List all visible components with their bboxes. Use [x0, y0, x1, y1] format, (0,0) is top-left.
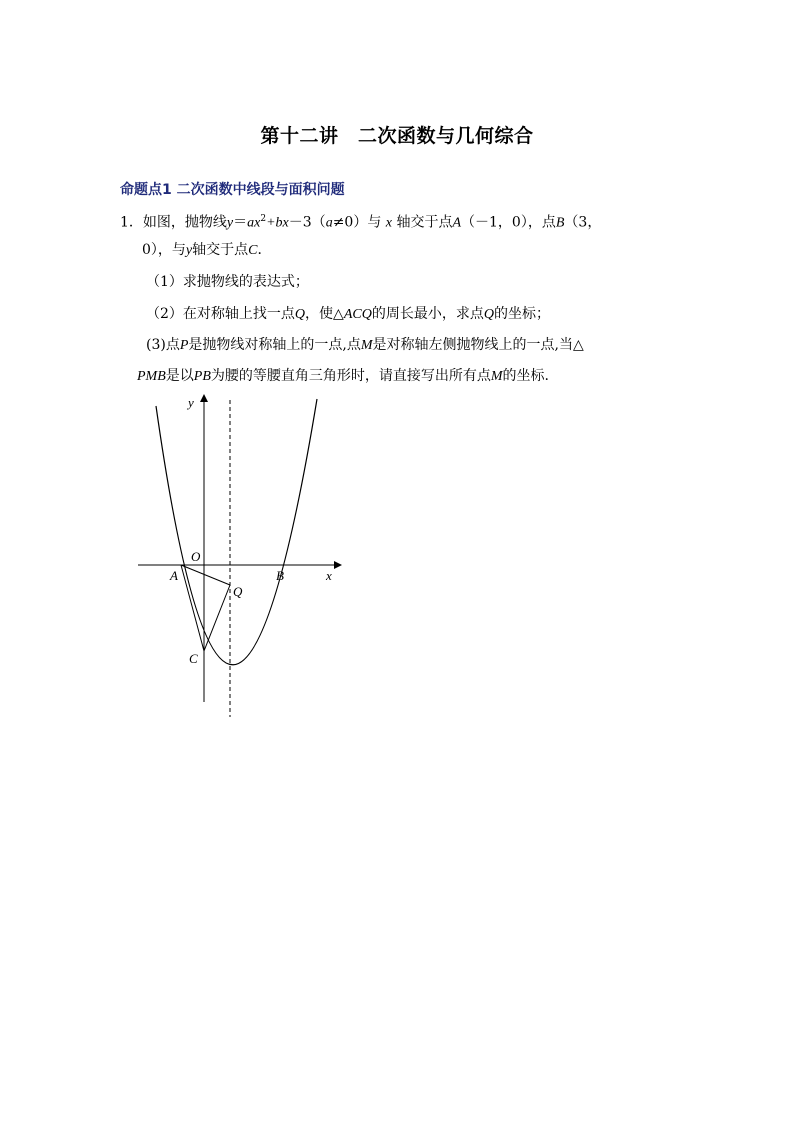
exponent: 2 [260, 214, 267, 224]
text: ，使△ [305, 306, 344, 322]
label-y: y [188, 395, 194, 410]
point-C: C [248, 243, 258, 258]
question-2 [146, 304, 550, 325]
var-x: x [385, 215, 392, 231]
point-A: A [452, 215, 462, 231]
point-M: M [360, 338, 373, 353]
text: ≠0）与 [332, 214, 382, 231]
text: 是抛物线对称轴上的一点,点 [188, 337, 361, 353]
var-ax: ax [247, 215, 261, 231]
label-Q: Q [233, 584, 243, 599]
text: 是对称轴左侧抛物线上的一点,当△ [372, 337, 584, 353]
text: （－1，0），点 [461, 214, 556, 231]
label-O: O [191, 549, 201, 564]
point-Q: Q [294, 307, 306, 322]
problem-line-1 [120, 209, 601, 234]
question-3-line-1 [146, 335, 584, 356]
text: ． [257, 242, 272, 258]
point-Q: Q [483, 307, 494, 322]
text: 轴交于点 [192, 242, 249, 258]
label-C: C [189, 651, 198, 666]
text: 是以 [165, 368, 194, 384]
text: 的周长最小，求点 [371, 306, 484, 322]
text: 0），与 [142, 242, 186, 258]
point-B: B [555, 215, 565, 231]
segment-AC [181, 565, 204, 651]
segment-QC [204, 585, 230, 651]
label-x: x [326, 568, 332, 583]
question-1: （1）求抛物线的表达式； [146, 274, 309, 290]
text: ＝ [233, 214, 248, 231]
point-P: P [179, 338, 189, 353]
var-bx: +bx [266, 215, 289, 231]
point-M: M [490, 369, 503, 384]
text: (3)点 [146, 337, 180, 353]
problem-line-2 [142, 240, 271, 261]
var-a: a [325, 215, 333, 231]
text: 的坐标； [493, 306, 550, 322]
text: （3， [564, 214, 602, 231]
section-heading: 命题点1 二次函数中线段与面积问题 [120, 182, 345, 198]
text: －3（ [288, 214, 326, 231]
text: 的坐标. [502, 368, 549, 384]
triangle-ACQ: ACQ [343, 307, 372, 322]
question-3-line-2 [137, 366, 549, 387]
parabola-curve [156, 399, 317, 665]
text: 1．如图，抛物线 [120, 214, 227, 231]
text: 轴交于点 [396, 214, 453, 231]
triangle-PMB: PMB [137, 369, 166, 384]
var-y: y [185, 243, 193, 258]
label-A: A [170, 568, 178, 583]
label-B: B [276, 568, 284, 583]
parabola-figure [130, 392, 350, 722]
segment-PB: PB [193, 369, 211, 384]
var-y: y [226, 215, 234, 231]
text: 为腰的等腰直角三角形时，请直接写出所有点 [210, 368, 491, 384]
page-title: 第十二讲 二次函数与几何综合 [260, 125, 534, 147]
text: （2）在对称轴上找一点 [146, 306, 295, 322]
